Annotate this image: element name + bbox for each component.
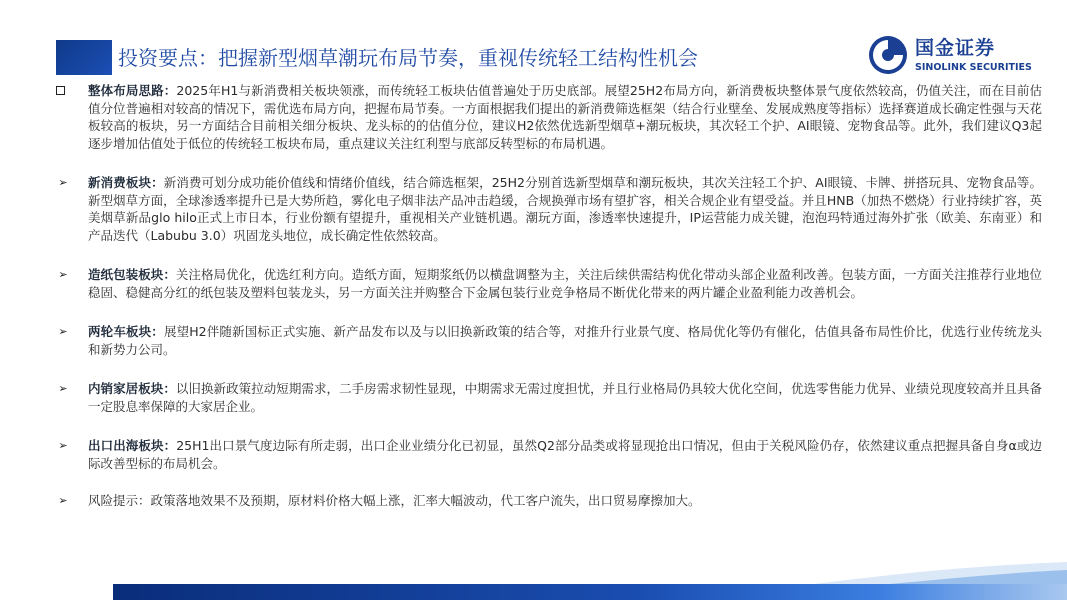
list-item-export [54,437,1042,472]
company-logo [867,34,1047,78]
arrow-bullet-icon: ➢ [58,176,68,189]
square-bullet-icon [56,86,65,95]
item-text: 关注格局优化，优选红利方向。造纸方面，短期浆纸仍以横盘调整为主，关注后续供需结构优化带动头部企业盈利改善。包装方面，一方面关注推荐行业地位稳固、稳健高分红的纸包装及塑料包装龙头，另一方面关注并购整合下金属包装行业竞争格局不断优化带来的两片罐企业盈利能力改善机会。 [88,267,1042,300]
page-title: 投资要点：把握新型烟草潮玩布局节奏，重视传统轻工结构性机会 [118,46,698,70]
arrow-bullet-icon: ➢ [58,268,68,281]
item-text: 2025年H1与新消费相关板块领涨，而传统轻工板块估值普遍处于历史底部。展望25H2布局方向，新消费板块整体景气度依然较高，仍值关注，而在目前估值分位普遍相对较高的情况下，需优选布局方向，把握布局节奏。一方面根据我们提出的新消费筛选框架（结合行业壁垒、发展成熟度等指标）选择赛道成长确定性强与天花板较高的板块，另一方面结合目前相关细分板块、龙头标的的估值分位，建议H2依然优选新型烟草+潮玩板块，其次轻工个护、AI眼镜、宠物食品等。此外，我们建议Q3起逐步增加估值处于低位的传统轻工板块布局，重点建议关注红利型与底部反转型标的布局机遇。 [88,83,1042,151]
arrow-bullet-icon: ➢ [58,382,68,395]
list-item-risk [54,492,1042,510]
item-text: 25H1出口景气度边际有所走弱，出口企业业绩分化已初显，虽然Q2部分品类或将显现抢出口情况，但由于关税风险仍存，依然建议重点把握具备自身α或边际改善型标的布局机会。 [88,438,1042,471]
item-heading: 造纸包装板块： [88,267,176,282]
item-heading: 内销家居板块： [88,381,176,396]
list-item-overall [54,82,1042,152]
list-item-new-consumption [54,174,1042,244]
item-heading: 整体布局思路： [88,83,177,98]
logo-chinese-name: 国金证券 [915,37,996,59]
item-heading: 两轮车板块： [88,324,164,339]
item-heading: 出口出海板块： [88,438,177,453]
list-item-domestic-furniture [54,380,1042,415]
item-text: 风险提示：政策落地效果不及预期，原材料价格大幅上涨，汇率大幅波动，代工客户流失，出口贸易摩擦加大。 [88,493,701,508]
item-text: 新消费可划分成功能价值线和情绪价值线，结合筛选框架，25H2分别首选新型烟草和潮玩板块，其次关注轻工个护、AI眼镜、卡牌、拼搭玩具、宠物食品等。新型烟草方面，全球渗透率提升已是大势所趋，雾化电子烟非法产品冲击趋缓，合规换弹市场有望扩容，相关合规企业有望受益。并且HNB（加热不燃烧）行业持续扩容，英美烟草新品glo hilo正式上市日本，行业份额有望提升，重视相关产业链机遇。潮玩方面，渗透率快速提升，IP运营能力成关键，泡泡玛特通过海外扩张（欧美、东南亚）和产品迭代（Labubu 3.0）巩固龙头地位，成长确定性依然较高。 [88,175,1042,243]
item-text: 展望H2伴随新国标正式实施、新产品发布以及与以旧换新政策的结合等，对推升行业景气度、格局优化等仍有催化，估值具备布局性价比，优选行业传统龙头和新势力公司。 [88,324,1042,357]
footer-bar [113,584,1067,600]
item-heading: 新消费板块： [88,175,164,190]
logo-english-name: SINOLINK SECURITIES [915,62,1032,73]
list-item-two-wheeler [54,323,1042,358]
bullet-list [54,82,1042,510]
arrow-bullet-icon: ➢ [58,494,68,507]
title-accent-block [56,40,112,75]
list-item-paper-packaging [54,266,1042,301]
sinolink-logo-icon [867,34,909,76]
arrow-bullet-icon: ➢ [58,439,68,452]
item-text: 以旧换新政策拉动短期需求，二手房需求韧性显现，中期需求无需过度担忧，并且行业格局仍具较大优化空间，优选零售能力优异、业绩兑现度较高并且具备一定股息率保障的大家居企业。 [88,381,1042,414]
arrow-bullet-icon: ➢ [58,325,68,338]
